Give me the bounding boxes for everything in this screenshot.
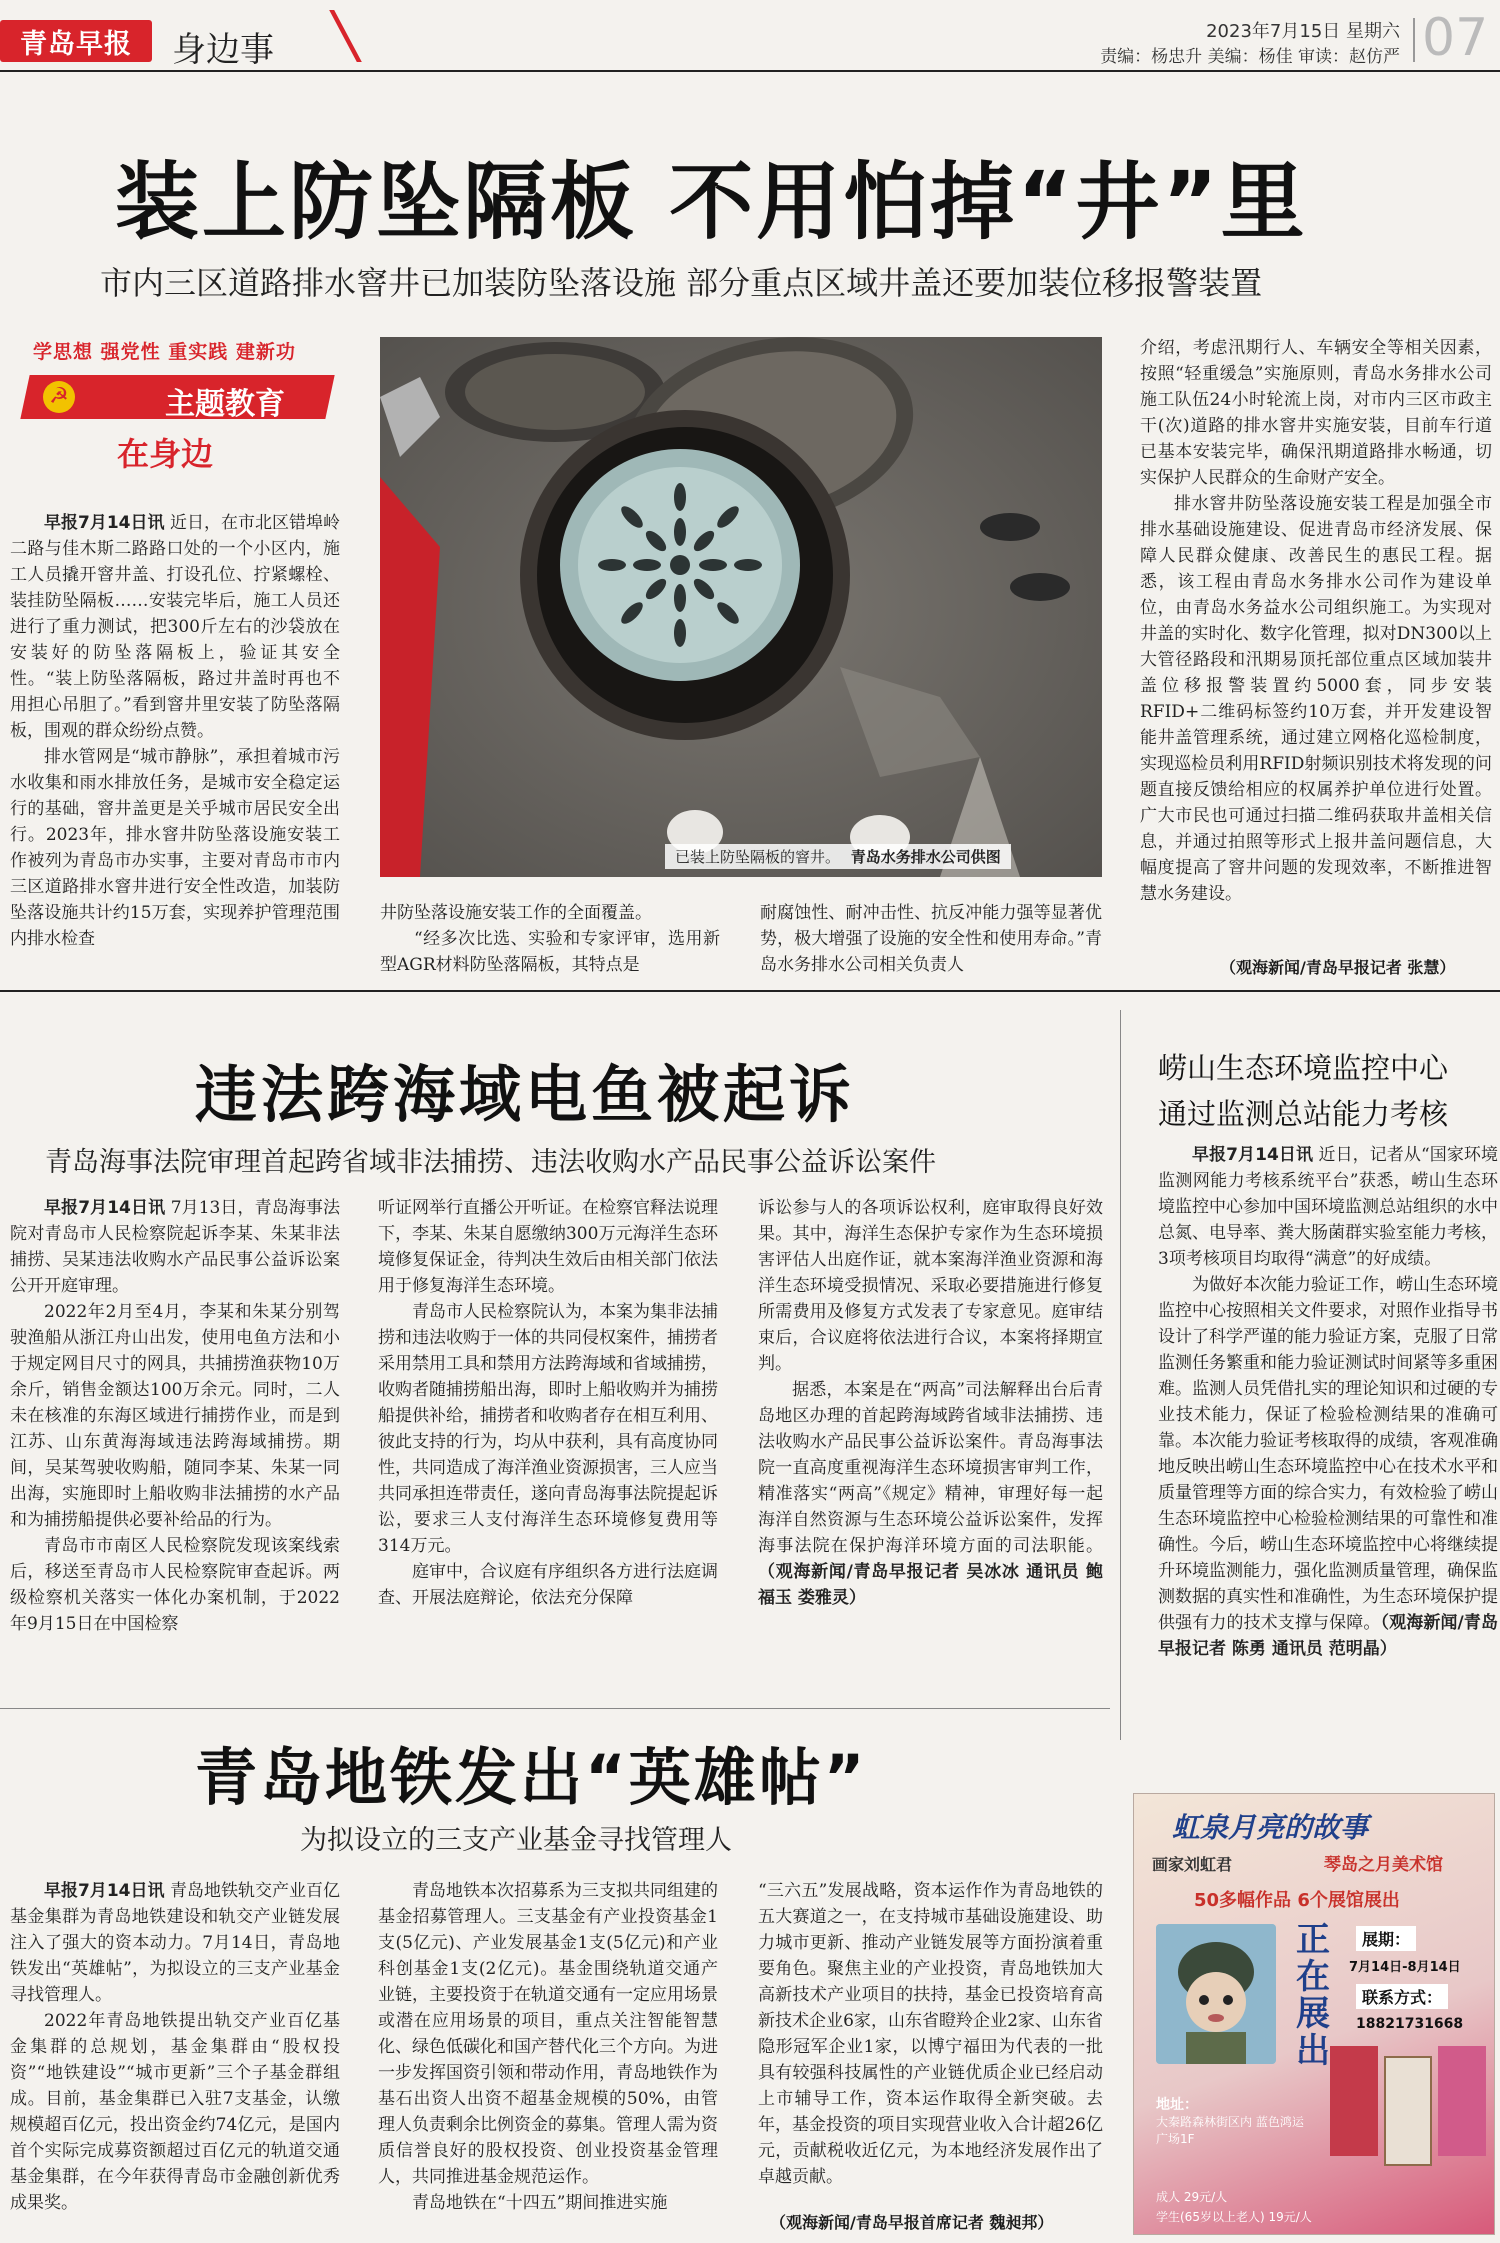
ad-works: 50多幅作品 6个展馆展出 (1194, 1890, 1400, 1911)
header-rule (0, 70, 1500, 72)
lead-column-1 (10, 510, 340, 980)
lead-c4-p1 (1140, 335, 1492, 491)
paragraph-text: 耐腐蚀性、耐冲击性、抗反冲能力强等显著优势，极大增强了设施的安全性和使用寿命。”青岛水务排水公司相关负责人 (760, 903, 1102, 975)
paragraph-text: 诉讼参与人的各项诉讼权利，庭审取得良好效果。其中，海洋生态保护专家作为生态环境损害评估人出庭作证，就本案海洋渔业资源和海洋生态环境受损情况、采取必要措施进行修复所需费用及修复方式发表了专家意见。庭审结束后，合议庭将依法进行合议，本案将择期宣判。 (758, 1198, 1103, 1374)
lead-c4-p2 (1140, 491, 1492, 907)
story4-column-3 (758, 1878, 1103, 2208)
ad-period: 7月14日-8月14日 (1349, 1960, 1461, 1975)
section-name: 身边事 (172, 30, 274, 70)
ad-address: 大秦路森林街区内 蓝色鸿运广场1F (1156, 2115, 1304, 2146)
paragraph-text: 庭审中，合议庭有序组织各方进行法庭调查、开展法庭辩论，依法充分保障 (378, 1562, 718, 1608)
paragraph-text: 青岛市人民检察院认为，本案为集非法捕捞和违法收购于一体的共同侵权案件，捕捞者采用禁用工具和禁用方法跨海域和省域捕捞，收购者随捕捞船出海，即时上船收购并为捕捞船提供补给，捕捞者和收购者存在相互利用、彼此支持的行为，均从中获利，具有高度协同性，共同造成了海洋渔业资源损害，三人应当共同承担连带责任，遂向青岛海事法院提起诉讼，要求三人支付海洋生态环境修复费用等314万元。 (378, 1302, 718, 1556)
column-separator (1120, 1010, 1121, 1740)
photo-caption (665, 844, 1011, 869)
ad-artwork-3 (1438, 2046, 1486, 2156)
photo-caption-text: 已装上防坠隔板的窨井。 (675, 848, 841, 866)
lead-c1-p1 (10, 510, 340, 744)
manhole-photo-illustration (380, 337, 1102, 877)
story4-subhead: 为拟设立的三支产业基金寻找管理人 (300, 1825, 732, 1856)
ad-title: 虹泉月亮的故事 (1172, 1811, 1369, 1844)
paragraph-text: 近日，记者从“国家环境监测网能力考核系统平台”获悉，崂山生态环境监控中心参加中国环境监测总站组织的水中总氮、电导率、粪大肠菌群实验室能力考核，3项考核项目均取得“满意”的好成绩。 (1158, 1145, 1498, 1269)
paragraph-text: 排水窨井防坠落设施安装工程是加强全市排水基础设施建设、促进青岛市经济发展、保障人民群众健康、改善民生的惠民工程。据悉，该工程由青岛水务排水公司作为建设单位，由青岛水务益水公司组织施工。为实现对井盖的实时化、数字化管理，拟对DN300以上大管径路段和汛期易顶托部位重点区域加装井盖位移报警装置约5000套，同步安装RFID+二维码标签约10万套，并开发建设智能井盖管理系统，通过建立网格化巡检制度，实现巡检员利用RFID射频识别技术将发现的问题直接反馈给相应的权属养护单位进行处置。广大市民也可通过扫描二维码获取井盖相关信息，并通过拍照等形式上报井盖问题信息，大幅度提高了窨井问题的发现效率，不断推进智慧水务建设。 (1140, 494, 1492, 904)
theme-education-badge (25, 333, 335, 473)
badge-slogan: 学思想 强党性 重实践 建新功 (33, 341, 296, 363)
story2-column-2 (378, 1195, 718, 1675)
header-red-slash (304, 10, 362, 62)
story3-headline-line2: 通过监测总站能力考核 (1158, 1097, 1449, 1131)
story3-column (1158, 1142, 1498, 1714)
story3-byline: （观海新闻/青岛早报记者 陈勇 通讯员 范明晶） (1158, 1613, 1498, 1659)
paragraph-text: 听证网举行直播公开听证。在检察官释法说理下，李某、朱某自愿缴纳300万元海洋生态环境修复保证金，待判决生效后由相关部门依法用于修复海洋生态环境。 (378, 1198, 718, 1296)
dateline: 早报7月14日讯 (44, 513, 165, 533)
story2-c1-p1 (10, 1195, 340, 1299)
story4-headline: 青岛地铁发出“英雄帖” (195, 1741, 868, 1814)
ad-showing-text: 正在展出 (1296, 1920, 1330, 2071)
ad-venue: 琴岛之月美术馆 (1324, 1855, 1443, 1875)
paragraph-text: 青岛地铁轨交产业百亿基金集群为青岛地铁建设和轨交产业链发展注入了强大的资本动力。7月14日，青岛地铁发出“英雄帖”，为拟设立的三支产业基金寻找管理人。 (10, 1881, 340, 2005)
lead-c1-p2 (10, 744, 340, 952)
paragraph-text: 近日，在市北区错埠岭二路与佳木斯二路路口处的一个小区内，施工人员撬开窨井盖、打设孔位、拧紧螺栓、装挂防坠隔板……安装完毕后，施工人员还进行了重力测试，把300斤左右的沙袋放在安装好的防坠落隔板上，验证其安全性。“装上防坠落隔板，路过井盖时再也不用担心吊胆了。”看到窨井里安装了防坠落隔板，围观的群众纷纷点赞。 (10, 513, 340, 741)
ad-period-label: 展期： (1356, 1926, 1416, 1951)
paragraph-text: “三六五”发展战略，资本运作作为青岛地铁的五大赛道之一，在支持城市基础设施建设、助力城市更新、推动产业链发展等方面扮演着重要角色。聚焦主业的产业投资，青岛地铁加大高新技术产业项目的扶持，基金已投资培育高新技术企业6家，山东省瞪羚企业2家、山东省隐形冠军企业1家，以博宁福田为代表的一批具有较强科技属性的产业链优质企业已经启动上市辅导工作，资本运作取得全新突破。去年，基金投资的项目实现营业收入合计超26亿元，贡献税收近亿元，为本地经济发展作出了卓越贡献。 (758, 1881, 1103, 2187)
paragraph-text: 据悉，本案是在“两高”司法解释出台后青岛地区办理的首起跨海域跨省域非法捕捞、违法收购水产品民事公益诉讼案件。青岛海事法院一直高度重视海洋生态环境损害审判工作，精准落实“两高”《规定》精神，审理好每一起海洋自然资源与生态环境公益诉讼案件，发挥海事法院在保护海洋环境方面的司法职能。 (758, 1380, 1103, 1556)
lead-column-4 (1140, 335, 1492, 955)
lead-column-3 (760, 900, 1102, 980)
photo-credit: 青岛水务排水公司供图 (850, 848, 1001, 866)
paragraph-text: 青岛市市南区人民检察院发现该案线索后，移送至青岛市人民检察院审查起诉。两级检察机关落实一体化办案机制，于2022年9月15日在中国检察 (10, 1536, 340, 1634)
page-divider (1413, 18, 1415, 62)
story3-headline-line1: 崂山生态环境监控中心 (1158, 1051, 1449, 1085)
story2-c1-p2 (10, 1299, 340, 1533)
story3-p1 (1158, 1142, 1498, 1272)
character-painting-illustration (1156, 1924, 1276, 2064)
story4-c2-p1 (378, 1878, 718, 2190)
page-number: 07 (1422, 8, 1489, 68)
story2-c2-p2 (378, 1299, 718, 1559)
paragraph-text: 介绍，考虑汛期行人、车辆安全等相关因素，按照“轻重缓急”实施原则，青岛水务排水公司施工队伍24小时轮流上岗，对市内三区市政主干(次)道路的排水窨井实施安装，目前车行道已基本安装完毕，确保汛期道路排水畅通，切实保护人民群众的生命财产安全。 (1140, 338, 1492, 488)
story4-c1-p1 (10, 1878, 340, 2008)
story2-column-3 (758, 1195, 1103, 1681)
story4-c2-p2 (378, 2190, 718, 2216)
story3-headline (1158, 1045, 1448, 1137)
badge-sub: 在身边 (117, 435, 214, 473)
masthead-logo-text: 青岛早报 (20, 28, 132, 60)
ad-artwork-strip (1330, 2046, 1490, 2226)
ad-artwork-2 (1384, 2056, 1432, 2166)
lead-subhead: 市内三区道路排水窨井已加装防坠落设施 部分重点区域井盖还要加装位移报警装置 (100, 264, 1263, 302)
story4-c3-p1 (758, 1878, 1103, 2190)
story2-c1-p3 (10, 1533, 340, 1637)
ad-painting (1156, 1924, 1276, 2064)
ad-ticket: 成人 29元/人 (1156, 2190, 1228, 2204)
paragraph-text: 井防坠落设施安装工作的全面覆盖。 (380, 903, 652, 923)
lead-photo (380, 337, 1102, 877)
story4-column-2 (378, 1878, 718, 2238)
story2-headline: 违法跨海域电鱼被起诉 (195, 1058, 856, 1131)
lead-byline: （观海新闻/青岛早报记者 张慧） (1220, 958, 1456, 977)
ad-ticket-2: 学生(65岁以上老人) 19元/人 (1156, 2210, 1312, 2224)
ad-phone: 18821731668 (1356, 2016, 1464, 2032)
masthead-logo (0, 20, 152, 62)
story2-c2-p3 (378, 1559, 718, 1611)
dateline: 早报7月14日讯 (1192, 1145, 1314, 1165)
story2-column-1 (10, 1195, 340, 1675)
lead-headline: 装上防坠隔板 不用怕掉“井”里 (115, 153, 1308, 251)
paragraph-text: 为做好本次能力验证工作，崂山生态环境监控中心按照相关文件要求，对照作业指导书设计了科学严谨的能力验证方案，克服了日常监测任务繁重和能力验证测试时间紧等多重困难。监测人员凭借扎实的理论知识和过硬的专业技术能力，保证了检验检测结果的准确可靠。本次能力验证考核取得的成绩，客观准确地反映出崂山生态环境监控中心在技术水平和质量管理等方面的综合实力，有效检验了崂山生态环境监控中心检验检测结果的可靠性和准确性。今后，崂山生态环境监控中心将继续提升环境监测能力，强化监测质量管理，确保监测数据的真实性和准确性，为生态环境保护提供强有力的技术支撑与保障。 (1158, 1275, 1498, 1633)
story2-bottom-rule (0, 1708, 1110, 1709)
story2-byline: （观海新闻/青岛早报记者 吴冰冰 通讯员 鲍福玉 娄雅灵） (758, 1562, 1103, 1608)
lead-c2-p1 (380, 900, 720, 926)
story2-c2-p1 (378, 1195, 718, 1299)
story4-byline: （观海新闻/青岛早报首席记者 魏昶邦） (770, 2213, 1054, 2232)
paragraph-text: 7月13日，青岛海事法院对青岛市人民检察院起诉李某、朱某非法捕捞、吴某违法收购水产品民事公益诉讼案公开开庭审理。 (10, 1198, 340, 1296)
dateline: 早报7月14日讯 (44, 1198, 166, 1218)
party-emblem-icon: ☭ (43, 381, 75, 413)
story2-subhead: 青岛海事法院审理首起跨省域非法捕捞、违法收购水产品民事公益诉讼案件 (45, 1147, 936, 1178)
paragraph-text: 排水管网是“城市静脉”，承担着城市污水收集和雨水排放任务，是城市安全稳定运行的基础，窨井盖更是关乎城市居民安全出行。2023年，排水窨井防坠落设施安装工作被列为青岛市办实事，主要对青岛市市内三区道路排水窨井进行安全性改造，加装防坠落设施共计约15万套，实现养护管理范围内排水检查 (10, 747, 340, 949)
story2-c3-p1 (758, 1195, 1103, 1377)
paragraph-text: 青岛地铁在“十四五”期间推进实施 (412, 2193, 668, 2213)
ad-artwork-1 (1330, 2046, 1378, 2156)
lead-c2-p2 (380, 926, 720, 978)
story4-column-1 (10, 1878, 340, 2238)
ad-contact-label: 联系方式： (1356, 1984, 1448, 2009)
editors-line: 责编：杨忠升 美编：杨佳 审读：赵仿严 (1100, 47, 1400, 67)
lead-c3-p1 (760, 900, 1102, 978)
story4-c1-p2 (10, 2008, 340, 2216)
paragraph-text: 2022年青岛地铁提出轨交产业百亿基金集群的总规划，基金集群由“股权投资”“地铁建设”“城市更新”三个子基金群组成。目前，基金集群已入驻7支基金，认缴规模超百亿元，投出资金约74亿元，是国内首个实际完成募资额超过百亿元的轨道交通基金集群，在今年获得青岛市金融创新优秀成果奖。 (10, 2011, 340, 2213)
story2-c3-p2 (758, 1377, 1103, 1611)
story3-p2 (1158, 1272, 1498, 1662)
lead-column-2 (380, 900, 720, 980)
ad-painter: 画家刘虹君 (1152, 1855, 1233, 1874)
paragraph-text: “经多次比选、实验和专家评审，选用新型AGR材料防坠落隔板，其特点是 (380, 929, 720, 975)
dateline: 早报7月14日讯 (44, 1881, 165, 1901)
ad-address-label: 地址： (1156, 2097, 1198, 2113)
issue-date: 2023年7月15日 星期六 (1206, 21, 1400, 42)
exhibition-ad (1133, 1793, 1495, 2235)
badge-title: 主题教育 (165, 387, 285, 422)
lead-bottom-rule (0, 990, 1500, 992)
paragraph-text: 2022年2月至4月，李某和朱某分别驾驶渔船从浙江舟山出发，使用电鱼方法和小于规定网目尺寸的网具，共捕捞渔获物10万余斤，销售金额达100万余元。同时，二人未在核准的东海区域进行捕捞作业，而是到江苏、山东黄海海域违法跨海域捕捞。期间，吴某驾驶收购船，随同李某、朱某一同出海，实施即时上船收购非法捕捞的水产品和为捕捞船提供必要补给品的行为。 (10, 1302, 340, 1530)
paragraph-text: 青岛地铁本次招募系为三支拟共同组建的基金招募管理人。三支基金有产业投资基金1支(5亿元)、产业发展基金1支(5亿元)和产业科创基金1支(2亿元)。基金围绕轨道交通产业链，主要投资于在轨道交通有一定应用场景或潜在应用场景的项目，重点关注智能智慧化、绿色低碳化和国产替代化三个方向。为进一步发挥国资引领和带动作用，青岛地铁作为基石出资人出资不超基金规模的50%，由管理人负责剩余比例资金的募集。管理人需为资质信誉良好的股权投资、创业投资基金管理人，共同推进基金规范运作。 (378, 1881, 718, 2187)
